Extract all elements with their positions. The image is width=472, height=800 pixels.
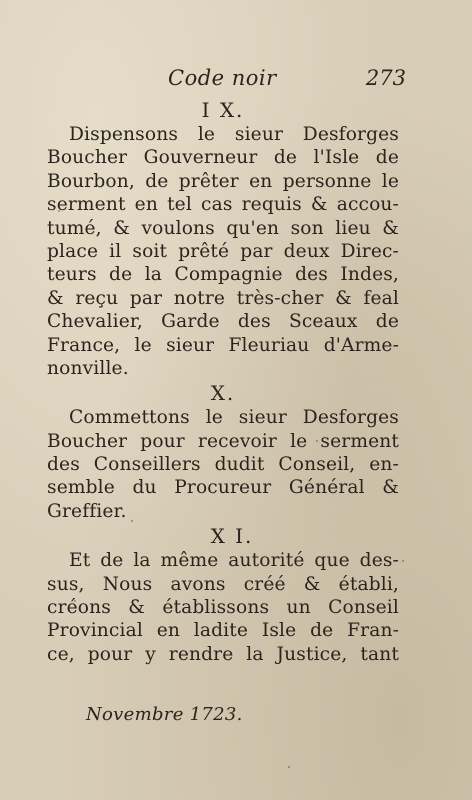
body-text bbox=[47, 97, 399, 666]
text-line: semble du Procureur Général & bbox=[47, 477, 399, 499]
text-line: ce, pour y rendre la Justice, tant bbox=[47, 643, 399, 665]
running-head-title: Code noir bbox=[168, 66, 277, 90]
text-line: Et de la même autorité que des- bbox=[69, 550, 399, 572]
text-line: sus, Nous avons créé & établi, bbox=[47, 573, 399, 595]
text-line: Commettons le sieur Desforges bbox=[69, 407, 399, 429]
text-line: teurs de la Compagnie des Indes, bbox=[47, 264, 399, 286]
article-heading: X I. bbox=[210, 524, 254, 549]
text-line: Dispensons le sieur Desforges bbox=[69, 124, 399, 145]
text-line: créons & établissons un Conseil bbox=[47, 597, 399, 619]
page-number: 273 bbox=[365, 66, 406, 90]
text-line: serment en tel cas requis & accou- bbox=[47, 194, 399, 216]
paper-speck bbox=[402, 560, 404, 562]
text-line: & reçu par notre très-cher & feal bbox=[47, 287, 399, 309]
text-line: Bourbon, de prêter en personne le bbox=[47, 170, 399, 192]
text-line: place il soit prêté par deux Direc- bbox=[47, 240, 399, 262]
text-line: France, le sieur Fleuriau d'Arme- bbox=[47, 334, 399, 356]
text-line: tumé, & voulons qu'en son lieu & bbox=[47, 217, 399, 239]
text-line: nonville. bbox=[47, 357, 129, 379]
text-line: Chevalier, Garde des Sceaux de bbox=[47, 311, 399, 333]
paper-speck bbox=[288, 766, 290, 768]
paper-speck bbox=[316, 440, 318, 442]
article-heading: I X. bbox=[201, 98, 245, 122]
article-heading: X. bbox=[210, 381, 236, 406]
paper-speck bbox=[58, 210, 60, 212]
text-line: Boucher Gouverneur de l'Isle de bbox=[47, 147, 399, 169]
text-line: Greffier. bbox=[47, 500, 127, 522]
text-line: Provincial en ladite Isle de Fran- bbox=[47, 620, 399, 642]
running-head bbox=[48, 66, 406, 94]
signature-line: Novembre 1723. bbox=[86, 704, 243, 725]
text-line: Boucher pour recevoir le serment bbox=[47, 430, 399, 452]
paper-speck bbox=[74, 600, 76, 602]
text-line: des Conseillers dudit Conseil, en- bbox=[47, 454, 399, 476]
paper-speck bbox=[131, 520, 133, 522]
